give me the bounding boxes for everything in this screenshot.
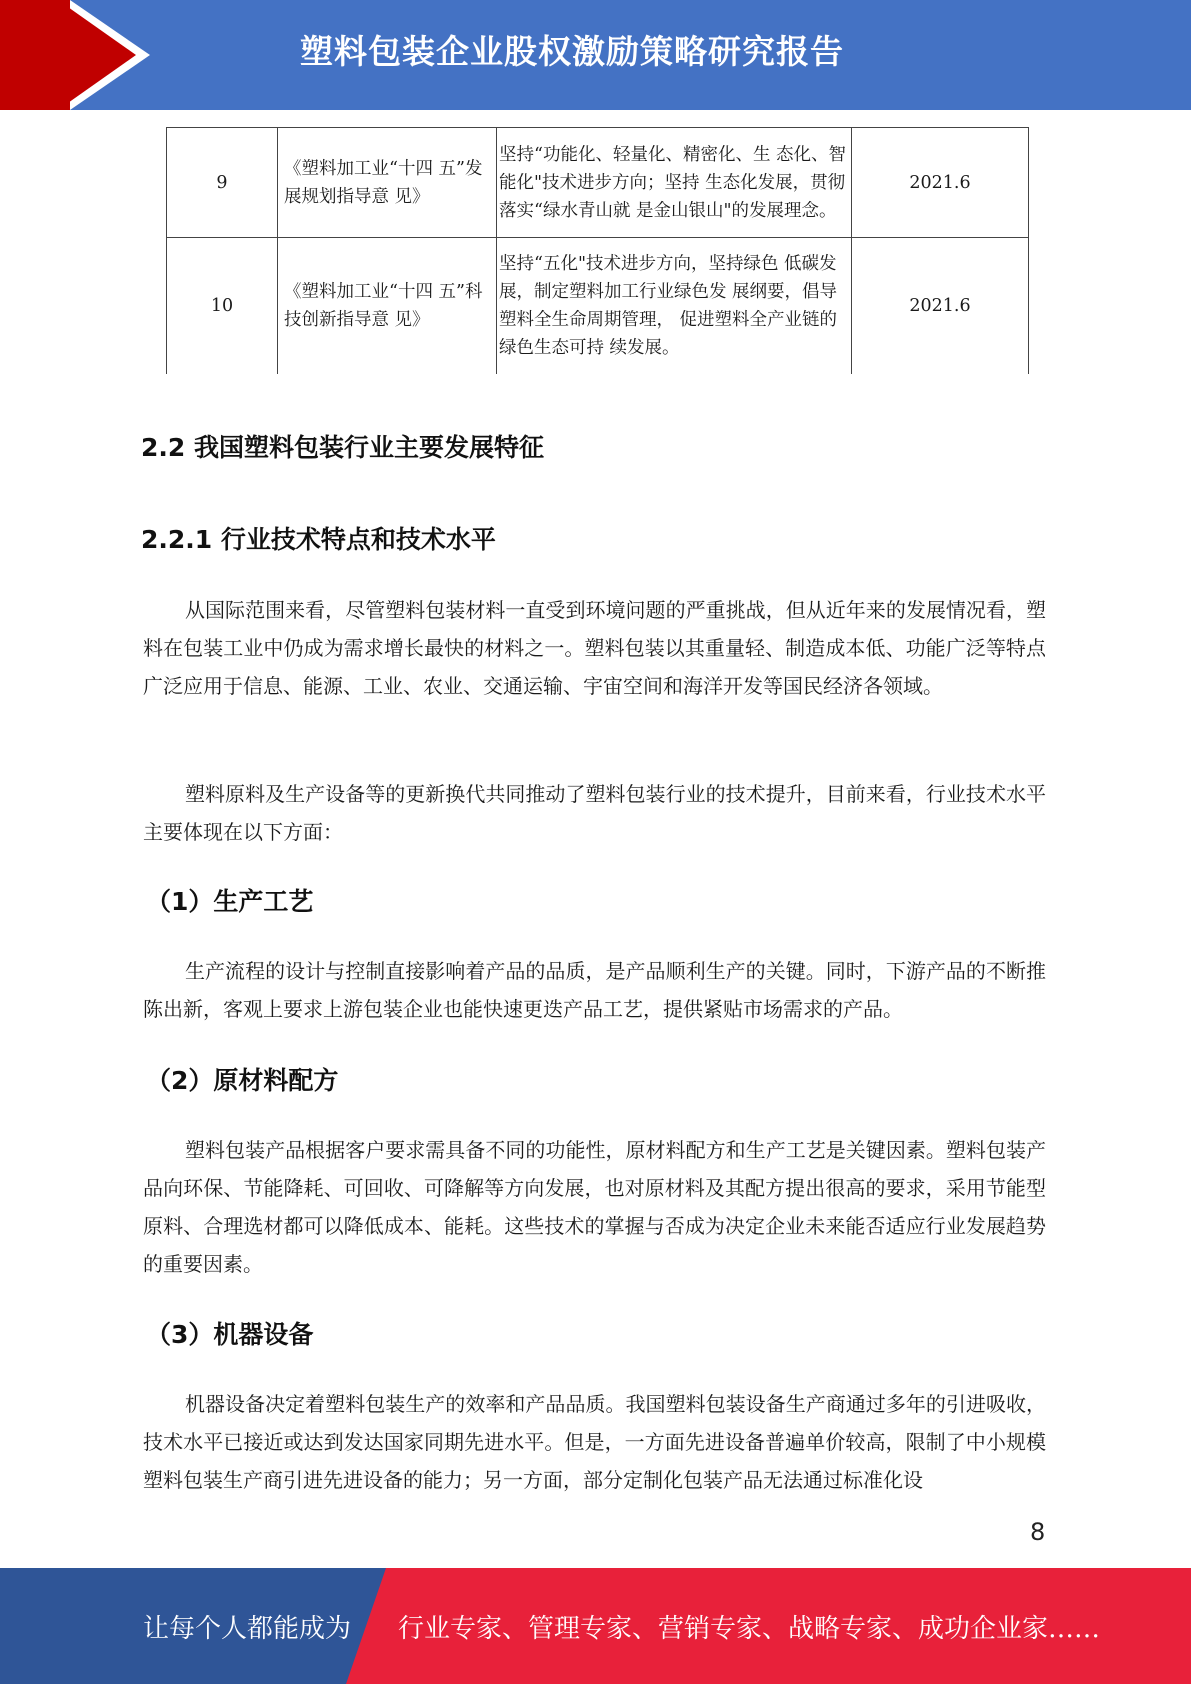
- row-number: 10: [167, 238, 278, 374]
- subsection-heading-equipment: （3）机器设备: [146, 1320, 314, 1349]
- page-header: [0, 0, 1191, 110]
- row-number: 9: [167, 128, 278, 238]
- page-footer: [0, 1568, 1191, 1684]
- paragraph-tech-level: 塑料原料及生产设备等的更新换代共同推动了塑料包装行业的技术提升，目前来看，行业技术水平主要体现在以下方面：: [143, 782, 1046, 844]
- policy-description: 坚持“五化"技术进步方向，坚持绿色 低碳发展，制定塑料加工行业绿色发 展纲要，倡导塑料全生命周期管理， 促进塑料全产业链的绿色生态可持 续发展。: [497, 238, 852, 374]
- policy-description: 坚持“功能化、轻量化、精密化、生 态化、智能化"技术进步方向；坚持 生态化发展，贯彻落实“绿水青山就 是金山银山"的发展理念。: [497, 128, 852, 238]
- subsection-heading-materials: （2）原材料配方: [146, 1066, 339, 1095]
- policy-date: 2021.6: [852, 238, 1029, 374]
- paragraph-intro: 从国际范围来看，尽管塑料包装材料一直受到环境问题的严重挑战，但从近年来的发展情况看，塑料在包装工业中仍成为需求增长最快的材料之一。塑料包装以其重量轻、制造成本低、功能广泛等特点广泛应用于信息、能源、工业、农业、交通运输、宇宙空间和海洋开发等国民经济各领域。: [143, 598, 1046, 698]
- footer-slogan-left: 让每个人都能成为: [143, 1614, 352, 1644]
- section-heading-2-2: 2.2 我国塑料包装行业主要发展特征: [141, 433, 544, 462]
- subsection-heading-process: （1）生产工艺: [146, 887, 314, 916]
- policy-name: 《塑料加工业“十四 五”科技创新指导意 见》: [278, 238, 497, 374]
- policy-date: 2021.6: [852, 128, 1029, 238]
- header-arrow-inner: [58, 0, 136, 110]
- report-title: 塑料包装企业股权激励策略研究报告: [300, 32, 844, 71]
- policy-name: 《塑料加工业“十四 五”发展规划指导意 见》: [278, 128, 497, 238]
- section-heading-2-2-1: 2.2.1 行业技术特点和技术水平: [141, 525, 496, 554]
- table-row: [167, 238, 1029, 374]
- paragraph-equipment: 机器设备决定着塑料包装生产的效率和产品品质。我国塑料包装设备生产商通过多年的引进吸收，技术水平已接近或达到发达国家同期先进水平。但是，一方面先进设备普遍单价较高，限制了中小规模塑料包装生产商引进先进设备的能力；另一方面，部分定制化包装产品无法通过标准化设: [143, 1392, 1046, 1492]
- policy-table: [166, 127, 1029, 374]
- table-row: [167, 128, 1029, 238]
- paragraph-process: 生产流程的设计与控制直接影响着产品的品质，是产品顺利生产的关键。同时，下游产品的不断推陈出新，客观上要求上游包装企业也能快速更迭产品工艺，提供紧贴市场需求的产品。: [143, 959, 1046, 1021]
- paragraph-materials: 塑料包装产品根据客户要求需具备不同的功能性，原材料配方和生产工艺是关键因素。塑料包装产品向环保、节能降耗、可回收、可降解等方向发展，也对原材料及其配方提出很高的要求，采用节能型原料、合理选材都可以降低成本、能耗。这些技术的掌握与否成为决定企业未来能否适应行业发展趋势的重要因素。: [143, 1138, 1046, 1276]
- footer-slogan-right: 行业专家、管理专家、营销专家、战略专家、成功企业家……: [398, 1614, 1101, 1644]
- page-number: 8: [1030, 1518, 1046, 1546]
